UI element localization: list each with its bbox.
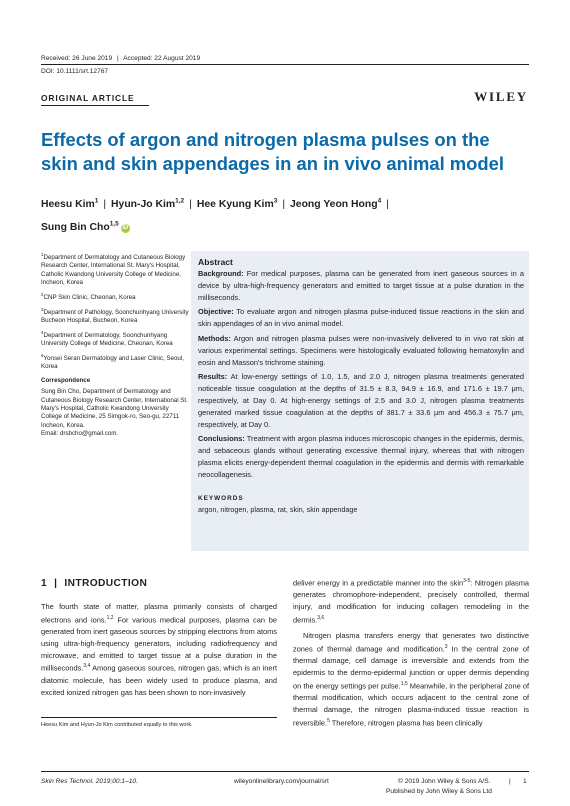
paragraph: deliver energy in a predictable manner into the skin$^{3-5}$: Nitrogen plasma generates chromophore-independent, precisely controlled, thermal injury, and modification for inducing collagen remodeling in the dermis.$^{3,6}$ bbox=[293, 578, 529, 625]
abstract-background: Background: For medical purposes, plasma can be generated from inert gaseous sources in a device by ultra-high-frequency generators and emitted to target tissue at a pulse duration in the milliseconds. bbox=[198, 269, 524, 302]
publisher-line: Published by John Wiley & Sons Ltd bbox=[386, 788, 492, 795]
abstract-conclusions: Conclusions: Treatment with argon plasma induces microscopic changes in the epidermis, dermis, and sebaceous glands without generating excessive thermal injury, whereas that with nitrogen plasma elicits energy-dependent thermal coagulation in the epidermis and dermis with remarkable neocollagenesis. bbox=[198, 434, 524, 479]
affiliation: $^3$Department of Pathology, Soonchunhyang University Bucheon Hospital, Bucheon, Korea bbox=[41, 306, 189, 324]
keywords: argon, nitrogen, plasma, rat, skin, skin appendage bbox=[198, 505, 358, 515]
copyright: © 2019 John Wiley & Sons A/S. bbox=[398, 778, 491, 785]
body-right-column bbox=[293, 576, 529, 733]
article-title: Effects of argon and nitrogen plasma pulses on the skin and skin appendages in an in vivo animal model bbox=[41, 129, 504, 174]
doi[interactable]: DOI: 10.1111/srt.12767 bbox=[41, 68, 109, 75]
footer-rule bbox=[41, 771, 529, 772]
footnote: Heesu Kim and Hyun-Jo Kim contributed equally to this work. bbox=[41, 722, 193, 728]
abstract-heading: Abstract bbox=[198, 257, 233, 267]
paragraph: The fourth state of matter, plasma primarily consists of charged electrons and ions.$^{1,2}$ For various medical purposes, plasma can be generated from inert gaseous sources by stripping electrons from atoms using ultra-high-frequency generators, including radiofrequency and microwave, and emitted to target tissue at a pulse duration in the milliseconds.$^{3,4}$ Among gaseous sources, nitrogen gas, which is an inert diatomic molecule, has been widely used to produce plasma, and excited ionized nitrogen gas has been shown to non-invasively bbox=[41, 602, 277, 697]
article-type: ORIGINAL ARTICLE bbox=[41, 93, 135, 103]
article-type-underline bbox=[41, 105, 149, 106]
author[interactable]: Heesu Kim$^1$ bbox=[41, 198, 99, 211]
author-separator: | bbox=[282, 199, 286, 211]
affiliation: $^1$Department of Dermatology and Cutaneous Biology Research Center, International St. Mary's Hospital, Catholic Kwandong University College of Medicine, Incheon, Korea bbox=[41, 252, 186, 286]
author-list bbox=[41, 192, 521, 237]
keywords-heading: KEYWORDS bbox=[198, 494, 244, 502]
footer-separator: | bbox=[509, 778, 511, 785]
journal-url[interactable]: wileyonlinelibrary.com/journal/srt bbox=[234, 778, 329, 785]
affiliation: $^2$CNP Skin Clinic, Cheonan, Korea bbox=[41, 291, 136, 301]
abstract-box bbox=[191, 251, 529, 551]
body-left-column bbox=[41, 601, 277, 702]
orcid-icon[interactable]: iD bbox=[122, 224, 129, 231]
correspondence-text: Sung Bin Cho, Department of Dermatology and Cutaneous Biology Research Center, International St. Mary's Hospital, Catholic Kwandong University College of Medicine, 25 Simgok-ro, Seo-gu, 22711 Incheon, Korea. Email: drsbcho@gmail.com. bbox=[41, 388, 188, 437]
section-heading-introduction: 1 | INTRODUCTION bbox=[41, 578, 148, 589]
correspondence-email[interactable]: Email: drsbcho@gmail.com. bbox=[41, 429, 119, 437]
author[interactable]: Hyun-Jo Kim$^{1,2}$ bbox=[111, 198, 185, 211]
received-accepted-line bbox=[41, 54, 200, 63]
accepted-date: Accepted: 22 August 2019 bbox=[123, 55, 201, 62]
author-separator: | bbox=[103, 199, 107, 211]
paragraph: Nitrogen plasma transfers energy that generates two distinctive zones of thermal damage and modification.$^3$ In the central zone of thermal damage, cell damage is irreversible and extends from the epidermis to the dermo-epidermal junction or upper dermis depending on the energy settings per pulse.$^{1,5}$ Meanwhile, in the peripheral zone of thermal modification, which occurs adjacent to the central zone of thermal damage, the nitrogen plasma-induced tissue reaction is reversible.$^5$ Therefore, nitrogen plasma has been clinically bbox=[293, 631, 529, 728]
header-rule bbox=[41, 64, 529, 65]
affiliations bbox=[41, 251, 191, 442]
header-separator: | bbox=[116, 55, 119, 62]
abstract-objective: Objective: To evaluate argon and nitrogen plasma pulse-induced tissue reactions in the skin and skin appendages of an in vivo animal model. bbox=[198, 307, 525, 329]
affiliation: $^4$Department of Dermatology, Soonchunhyang University College of Medicine, Cheonan, Korea bbox=[41, 329, 173, 348]
affiliation: $^5$Yonsei Seran Dermatology and Laser Clinic, Seoul, Korea bbox=[41, 352, 184, 371]
author[interactable]: Jeong Yeon Hong$^4$ bbox=[290, 198, 382, 211]
author[interactable]: Sung Bin Cho$^{1,5}$ bbox=[41, 220, 119, 233]
publisher-logo: WILEY bbox=[474, 89, 528, 104]
author-separator: | bbox=[386, 199, 389, 211]
page-number: 1 bbox=[523, 778, 527, 785]
footnote-rule bbox=[41, 717, 277, 718]
author-separator: | bbox=[189, 199, 192, 211]
journal-citation: Skin Res Technol. 2019;00:1–10. bbox=[41, 778, 138, 785]
author[interactable]: Hee Kyung Kim$^3$ bbox=[196, 198, 278, 211]
abstract-methods: Methods: Argon and nitrogen plasma pulses were non-invasively delivered to in vivo rat skin at various experimental settings. Specimens were histologically evaluated following hematoxylin and eosin and Masson's trichrome staining. bbox=[198, 333, 524, 367]
correspondence-heading: Correspondence bbox=[41, 376, 91, 384]
received-date: Received: 26 June 2019 bbox=[41, 55, 113, 62]
abstract-results: Results: At low-energy settings of 1.0, 1.5, and 2.0 J, nitrogen plasma treatments generated noticeable tissue coagulation at the depths of 31.5 ± 8.3, 94.9 ± 16.9, and 171.6 ± 19.7 μm, respectively, at Day 0. At high-energy settings of 2.5 and 3.0 J, nitrogen plasma treatments generated marked tissue coagulation at the depths of 381.7 ± 33.6 μm and 456.3 ± 75.7 μm, respectively, at Day 0. bbox=[198, 372, 524, 429]
